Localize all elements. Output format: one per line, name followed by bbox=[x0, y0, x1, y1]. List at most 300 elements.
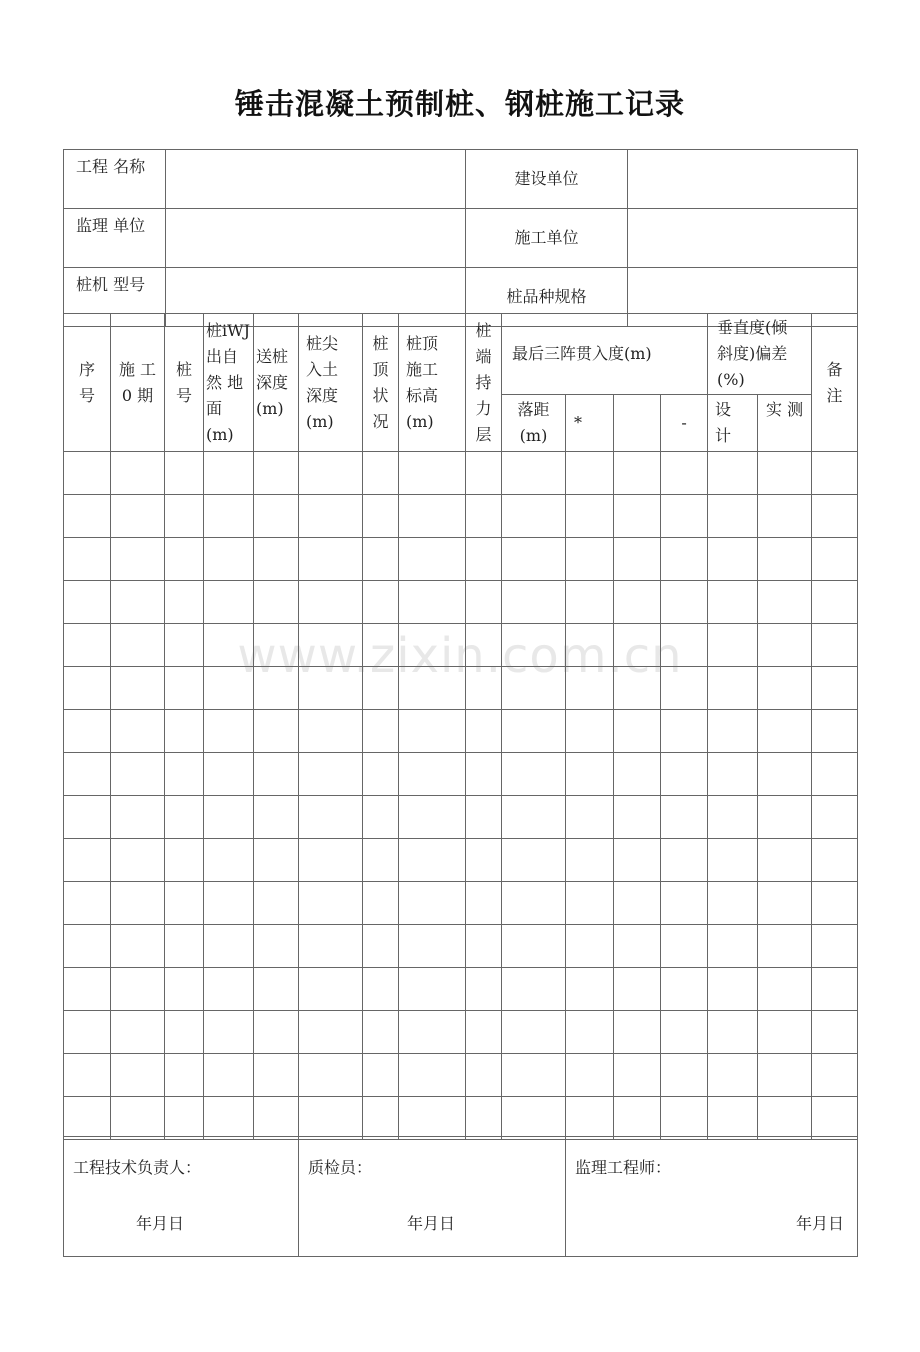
table-cell[interactable] bbox=[363, 538, 399, 581]
header-penetration: 最后三阵贯入度(m) bbox=[502, 314, 708, 395]
table-cell[interactable] bbox=[614, 839, 661, 882]
table-cell[interactable] bbox=[708, 968, 758, 1011]
signature-row bbox=[64, 1137, 858, 1257]
table-cell[interactable] bbox=[614, 452, 661, 495]
table-cell[interactable] bbox=[758, 495, 812, 538]
table-cell[interactable] bbox=[566, 1011, 614, 1054]
header-pile-no: 桩 号 bbox=[165, 314, 204, 452]
table-cell[interactable] bbox=[566, 581, 614, 624]
table-cell[interactable] bbox=[165, 753, 204, 796]
table-cell[interactable] bbox=[64, 1011, 111, 1054]
table-cell[interactable] bbox=[64, 925, 111, 968]
table-cell[interactable] bbox=[466, 925, 502, 968]
table-cell[interactable] bbox=[363, 667, 399, 710]
table-cell-remarks[interactable] bbox=[812, 753, 858, 796]
table-cell[interactable] bbox=[708, 796, 758, 839]
table-cell[interactable] bbox=[758, 839, 812, 882]
header-top-condition: 桩 顶 状 况 bbox=[363, 314, 399, 452]
table-cell[interactable] bbox=[64, 710, 111, 753]
table-cell[interactable] bbox=[661, 968, 708, 1011]
table-cell[interactable] bbox=[466, 495, 502, 538]
table-cell[interactable] bbox=[64, 538, 111, 581]
table-cell[interactable] bbox=[566, 968, 614, 1011]
table-cell[interactable] bbox=[299, 1054, 363, 1097]
table-cell[interactable] bbox=[661, 538, 708, 581]
table-cell[interactable] bbox=[111, 624, 165, 667]
table-cell[interactable] bbox=[614, 624, 661, 667]
table-cell[interactable] bbox=[64, 452, 111, 495]
table-cell[interactable] bbox=[111, 1097, 165, 1140]
table-cell[interactable] bbox=[299, 796, 363, 839]
table-cell-remarks[interactable] bbox=[812, 796, 858, 839]
table-cell[interactable] bbox=[165, 495, 204, 538]
table-cell-remarks[interactable] bbox=[812, 538, 858, 581]
builder-field[interactable] bbox=[628, 150, 858, 209]
header-remarks: 备 注 bbox=[812, 314, 858, 452]
table-cell[interactable] bbox=[614, 882, 661, 925]
table-cell[interactable] bbox=[758, 452, 812, 495]
table-cell[interactable] bbox=[254, 882, 299, 925]
table-cell[interactable] bbox=[661, 796, 708, 839]
table-cell[interactable] bbox=[363, 968, 399, 1011]
table-cell-remarks[interactable] bbox=[812, 1097, 858, 1140]
table-cell[interactable] bbox=[614, 667, 661, 710]
table-cell[interactable] bbox=[502, 882, 566, 925]
table-cell[interactable] bbox=[708, 538, 758, 581]
table-cell[interactable] bbox=[614, 710, 661, 753]
table-cell[interactable] bbox=[254, 925, 299, 968]
table-cell[interactable] bbox=[758, 538, 812, 581]
table-cell[interactable] bbox=[64, 581, 111, 624]
table-cell[interactable] bbox=[614, 796, 661, 839]
table-cell[interactable] bbox=[708, 495, 758, 538]
table-cell[interactable] bbox=[204, 710, 254, 753]
table-cell[interactable] bbox=[165, 624, 204, 667]
table-cell[interactable] bbox=[466, 710, 502, 753]
table-cell[interactable] bbox=[254, 624, 299, 667]
table-cell[interactable] bbox=[111, 1054, 165, 1097]
table-cell[interactable] bbox=[466, 538, 502, 581]
table-cell[interactable] bbox=[566, 796, 614, 839]
table-cell[interactable] bbox=[502, 1054, 566, 1097]
table-cell[interactable] bbox=[165, 452, 204, 495]
table-cell[interactable] bbox=[254, 538, 299, 581]
table-cell[interactable] bbox=[204, 968, 254, 1011]
table-cell[interactable] bbox=[758, 796, 812, 839]
table-cell-remarks[interactable] bbox=[812, 882, 858, 925]
table-cell[interactable] bbox=[502, 925, 566, 968]
header-seq: 序 号 bbox=[64, 314, 111, 452]
table-cell[interactable] bbox=[708, 710, 758, 753]
table-cell[interactable] bbox=[64, 667, 111, 710]
table-cell[interactable] bbox=[466, 796, 502, 839]
table-cell[interactable] bbox=[399, 1054, 466, 1097]
supervisor-unit-field[interactable] bbox=[166, 209, 466, 268]
table-cell[interactable] bbox=[399, 538, 466, 581]
table-cell-remarks[interactable] bbox=[812, 581, 858, 624]
table-cell[interactable] bbox=[502, 753, 566, 796]
table-cell[interactable] bbox=[299, 581, 363, 624]
table-cell[interactable] bbox=[758, 968, 812, 1011]
table-cell[interactable] bbox=[708, 581, 758, 624]
table-cell[interactable] bbox=[64, 753, 111, 796]
table-cell[interactable] bbox=[502, 968, 566, 1011]
table-cell[interactable] bbox=[399, 495, 466, 538]
table-cell[interactable] bbox=[758, 1054, 812, 1097]
table-cell[interactable] bbox=[363, 495, 399, 538]
table-cell[interactable] bbox=[363, 925, 399, 968]
table-cell[interactable] bbox=[111, 968, 165, 1011]
table-cell[interactable] bbox=[204, 839, 254, 882]
table-cell[interactable] bbox=[708, 624, 758, 667]
table-cell[interactable] bbox=[299, 495, 363, 538]
table-cell[interactable] bbox=[204, 882, 254, 925]
table-cell[interactable] bbox=[466, 1097, 502, 1140]
table-cell[interactable] bbox=[363, 839, 399, 882]
table-row bbox=[64, 753, 858, 796]
table-cell-remarks[interactable] bbox=[812, 1054, 858, 1097]
table-cell[interactable] bbox=[363, 1011, 399, 1054]
builder-label: 建设单位 bbox=[466, 150, 628, 209]
table-cell[interactable] bbox=[254, 452, 299, 495]
table-cell[interactable] bbox=[614, 495, 661, 538]
table-row bbox=[64, 796, 858, 839]
table-cell[interactable] bbox=[708, 1054, 758, 1097]
info-row-project bbox=[64, 150, 858, 209]
table-cell[interactable] bbox=[254, 495, 299, 538]
header-top-above-ground: 桩iWJ 出自 然 地 面 (m) bbox=[204, 314, 254, 452]
table-cell[interactable] bbox=[502, 624, 566, 667]
table-cell[interactable] bbox=[614, 581, 661, 624]
table-cell[interactable] bbox=[254, 1011, 299, 1054]
table-cell[interactable] bbox=[299, 925, 363, 968]
construction-unit-label: 施工单位 bbox=[466, 209, 628, 268]
table-cell[interactable] bbox=[708, 667, 758, 710]
table-cell[interactable] bbox=[502, 839, 566, 882]
table-cell[interactable] bbox=[165, 1054, 204, 1097]
table-cell[interactable] bbox=[661, 1097, 708, 1140]
table-cell[interactable] bbox=[111, 796, 165, 839]
table-cell[interactable] bbox=[466, 581, 502, 624]
inspector-date: 年月日 bbox=[407, 1214, 456, 1233]
table-cell[interactable] bbox=[708, 882, 758, 925]
table-cell[interactable] bbox=[299, 882, 363, 925]
table-cell[interactable] bbox=[299, 753, 363, 796]
table-row bbox=[64, 452, 858, 495]
supervisor-unit-label: 监理 单位 bbox=[64, 209, 166, 268]
table-cell[interactable] bbox=[566, 839, 614, 882]
table-cell[interactable] bbox=[363, 710, 399, 753]
table-cell[interactable] bbox=[661, 1054, 708, 1097]
table-cell[interactable] bbox=[466, 882, 502, 925]
table-cell[interactable] bbox=[661, 452, 708, 495]
table-cell[interactable] bbox=[502, 1011, 566, 1054]
table-cell[interactable] bbox=[399, 624, 466, 667]
table-cell[interactable] bbox=[661, 925, 708, 968]
table-cell[interactable] bbox=[708, 452, 758, 495]
table-cell[interactable] bbox=[614, 1011, 661, 1054]
table-cell[interactable] bbox=[502, 667, 566, 710]
table-cell[interactable] bbox=[64, 1097, 111, 1140]
table-row bbox=[64, 925, 858, 968]
table-cell[interactable] bbox=[466, 968, 502, 1011]
table-cell[interactable] bbox=[254, 1097, 299, 1140]
table-cell[interactable] bbox=[111, 753, 165, 796]
table-cell[interactable] bbox=[708, 839, 758, 882]
table-cell[interactable] bbox=[502, 581, 566, 624]
header-sub-star: * bbox=[566, 395, 614, 452]
table-cell[interactable] bbox=[399, 581, 466, 624]
supervisor-engineer-date: 年月日 bbox=[795, 1214, 844, 1233]
table-cell[interactable] bbox=[399, 1011, 466, 1054]
table-cell[interactable] bbox=[204, 1097, 254, 1140]
table-cell[interactable] bbox=[64, 882, 111, 925]
table-cell[interactable] bbox=[399, 925, 466, 968]
table-cell[interactable] bbox=[254, 710, 299, 753]
construction-unit-field[interactable] bbox=[628, 209, 858, 268]
table-cell[interactable] bbox=[111, 1011, 165, 1054]
table-cell[interactable] bbox=[165, 882, 204, 925]
table-row bbox=[64, 1097, 858, 1140]
table-cell[interactable] bbox=[708, 1011, 758, 1054]
table-cell[interactable] bbox=[399, 710, 466, 753]
pile-machine-label: 桩机 型号 bbox=[64, 268, 166, 327]
table-cell[interactable] bbox=[708, 753, 758, 796]
table-cell[interactable] bbox=[466, 667, 502, 710]
table-cell[interactable] bbox=[111, 710, 165, 753]
table-cell[interactable] bbox=[299, 839, 363, 882]
table-cell-remarks[interactable] bbox=[812, 839, 858, 882]
table-cell[interactable] bbox=[299, 667, 363, 710]
header-sub-blank bbox=[614, 395, 661, 452]
table-cell[interactable] bbox=[204, 796, 254, 839]
table-cell[interactable] bbox=[758, 710, 812, 753]
project-name-field[interactable] bbox=[166, 150, 466, 209]
table-cell[interactable] bbox=[64, 1054, 111, 1097]
table-cell[interactable] bbox=[204, 538, 254, 581]
table-cell[interactable] bbox=[254, 839, 299, 882]
header-drop-distance: 落距 (m) bbox=[502, 395, 566, 452]
inspector-cell[interactable] bbox=[299, 1137, 566, 1257]
table-cell[interactable] bbox=[165, 538, 204, 581]
table-cell[interactable] bbox=[64, 624, 111, 667]
table-cell[interactable] bbox=[758, 581, 812, 624]
table-cell[interactable] bbox=[204, 667, 254, 710]
table-cell[interactable] bbox=[299, 1097, 363, 1140]
table-cell[interactable] bbox=[661, 624, 708, 667]
info-row-supervisor bbox=[64, 209, 858, 268]
table-cell[interactable] bbox=[614, 538, 661, 581]
table-cell[interactable] bbox=[165, 968, 204, 1011]
table-cell[interactable] bbox=[165, 710, 204, 753]
pile-type-label: 桩品种规格 bbox=[466, 268, 628, 327]
table-cell[interactable] bbox=[299, 624, 363, 667]
table-cell[interactable] bbox=[204, 753, 254, 796]
table-cell-remarks[interactable] bbox=[812, 710, 858, 753]
table-cell[interactable] bbox=[399, 1097, 466, 1140]
table-row bbox=[64, 968, 858, 1011]
table-cell[interactable] bbox=[363, 1054, 399, 1097]
table-cell-remarks[interactable] bbox=[812, 667, 858, 710]
table-cell[interactable] bbox=[299, 968, 363, 1011]
table-cell[interactable] bbox=[758, 925, 812, 968]
table-cell-remarks[interactable] bbox=[812, 925, 858, 968]
header-measured: 实 测 bbox=[758, 395, 812, 452]
table-cell[interactable] bbox=[363, 581, 399, 624]
table-cell[interactable] bbox=[466, 452, 502, 495]
table-cell[interactable] bbox=[399, 796, 466, 839]
table-cell[interactable] bbox=[254, 968, 299, 1011]
table-cell[interactable] bbox=[363, 753, 399, 796]
table-cell[interactable] bbox=[566, 1054, 614, 1097]
table-cell[interactable] bbox=[502, 538, 566, 581]
table-cell[interactable] bbox=[661, 710, 708, 753]
table-cell[interactable] bbox=[661, 882, 708, 925]
table-row bbox=[64, 624, 858, 667]
table-cell[interactable] bbox=[204, 581, 254, 624]
table-cell[interactable] bbox=[111, 925, 165, 968]
table-cell-remarks[interactable] bbox=[812, 968, 858, 1011]
table-cell[interactable] bbox=[299, 452, 363, 495]
table-cell[interactable] bbox=[614, 968, 661, 1011]
table-cell[interactable] bbox=[566, 495, 614, 538]
table-cell[interactable] bbox=[254, 581, 299, 624]
table-cell[interactable] bbox=[661, 753, 708, 796]
table-cell[interactable] bbox=[466, 1054, 502, 1097]
table-cell[interactable] bbox=[399, 753, 466, 796]
table-cell[interactable] bbox=[758, 667, 812, 710]
table-cell[interactable] bbox=[111, 538, 165, 581]
table-cell[interactable] bbox=[64, 839, 111, 882]
table-cell[interactable] bbox=[64, 495, 111, 538]
table-cell[interactable] bbox=[758, 624, 812, 667]
table-cell[interactable] bbox=[111, 882, 165, 925]
header-date: 施 工 0 期 bbox=[111, 314, 165, 452]
table-cell[interactable] bbox=[299, 538, 363, 581]
table-cell[interactable] bbox=[758, 1097, 812, 1140]
table-cell[interactable] bbox=[111, 581, 165, 624]
table-cell[interactable] bbox=[399, 667, 466, 710]
table-cell[interactable] bbox=[165, 1097, 204, 1140]
table-cell[interactable] bbox=[758, 882, 812, 925]
table-cell[interactable] bbox=[363, 1097, 399, 1140]
table-cell[interactable] bbox=[363, 796, 399, 839]
table-cell[interactable] bbox=[165, 839, 204, 882]
table-cell[interactable] bbox=[566, 452, 614, 495]
table-cell[interactable] bbox=[466, 753, 502, 796]
table-cell[interactable] bbox=[566, 667, 614, 710]
table-cell[interactable] bbox=[502, 495, 566, 538]
table-cell-remarks[interactable] bbox=[812, 452, 858, 495]
table-cell[interactable] bbox=[708, 925, 758, 968]
table-row bbox=[64, 581, 858, 624]
table-cell[interactable] bbox=[614, 1054, 661, 1097]
table-cell[interactable] bbox=[165, 925, 204, 968]
table-cell[interactable] bbox=[502, 710, 566, 753]
table-cell[interactable] bbox=[661, 1011, 708, 1054]
table-cell[interactable] bbox=[204, 452, 254, 495]
table-cell[interactable] bbox=[111, 839, 165, 882]
table-cell[interactable] bbox=[254, 753, 299, 796]
table-row bbox=[64, 839, 858, 882]
table-cell[interactable] bbox=[661, 839, 708, 882]
table-cell[interactable] bbox=[566, 753, 614, 796]
header-bearing-layer: 桩 端 持 力 层 bbox=[466, 314, 502, 452]
table-cell[interactable] bbox=[399, 839, 466, 882]
table-cell[interactable] bbox=[64, 968, 111, 1011]
table-cell[interactable] bbox=[204, 495, 254, 538]
table-cell[interactable] bbox=[614, 925, 661, 968]
table-cell[interactable] bbox=[661, 667, 708, 710]
pile-record-table bbox=[63, 313, 858, 1140]
table-cell[interactable] bbox=[661, 581, 708, 624]
table-cell[interactable] bbox=[254, 667, 299, 710]
table-cell[interactable] bbox=[299, 710, 363, 753]
table-cell[interactable] bbox=[363, 624, 399, 667]
table-cell[interactable] bbox=[566, 538, 614, 581]
table-cell-remarks[interactable] bbox=[812, 1011, 858, 1054]
table-cell[interactable] bbox=[466, 624, 502, 667]
watermark: www.zixin.com.cn bbox=[237, 628, 683, 684]
table-cell[interactable] bbox=[299, 1011, 363, 1054]
table-cell[interactable] bbox=[64, 796, 111, 839]
table-cell[interactable] bbox=[566, 1097, 614, 1140]
table-cell[interactable] bbox=[254, 796, 299, 839]
supervisor-engineer-label: 监理工程师： bbox=[575, 1158, 672, 1177]
table-cell[interactable] bbox=[502, 452, 566, 495]
supervisor-engineer-cell[interactable] bbox=[566, 1137, 858, 1257]
table-cell[interactable] bbox=[165, 667, 204, 710]
table-cell[interactable] bbox=[708, 1097, 758, 1140]
table-cell[interactable] bbox=[502, 1097, 566, 1140]
table-cell[interactable] bbox=[204, 1054, 254, 1097]
table-cell[interactable] bbox=[165, 1011, 204, 1054]
table-cell-remarks[interactable] bbox=[812, 624, 858, 667]
table-cell[interactable] bbox=[363, 452, 399, 495]
table-cell[interactable] bbox=[363, 882, 399, 925]
table-cell[interactable] bbox=[204, 1011, 254, 1054]
table-cell[interactable] bbox=[165, 796, 204, 839]
table-cell[interactable] bbox=[758, 1011, 812, 1054]
table-cell[interactable] bbox=[661, 495, 708, 538]
table-cell[interactable] bbox=[399, 968, 466, 1011]
project-name-label: 工程 名称 bbox=[64, 150, 166, 209]
table-cell[interactable] bbox=[614, 753, 661, 796]
table-cell[interactable] bbox=[111, 452, 165, 495]
table-cell[interactable] bbox=[165, 581, 204, 624]
table-cell[interactable] bbox=[466, 839, 502, 882]
table-cell[interactable] bbox=[758, 753, 812, 796]
table-cell[interactable] bbox=[502, 796, 566, 839]
table-cell[interactable] bbox=[111, 667, 165, 710]
table-cell[interactable] bbox=[399, 882, 466, 925]
table-cell[interactable] bbox=[566, 710, 614, 753]
table-cell[interactable] bbox=[466, 1011, 502, 1054]
table-cell[interactable] bbox=[614, 1097, 661, 1140]
table-cell[interactable] bbox=[566, 925, 614, 968]
table-cell[interactable] bbox=[566, 624, 614, 667]
table-cell[interactable] bbox=[111, 495, 165, 538]
table-cell[interactable] bbox=[254, 1054, 299, 1097]
table-cell-remarks[interactable] bbox=[812, 495, 858, 538]
tech-lead-cell[interactable] bbox=[64, 1137, 299, 1257]
table-row bbox=[64, 538, 858, 581]
table-cell[interactable] bbox=[204, 624, 254, 667]
table-cell[interactable] bbox=[399, 452, 466, 495]
header-row-1 bbox=[64, 314, 858, 395]
table-cell[interactable] bbox=[204, 925, 254, 968]
table-cell[interactable] bbox=[566, 882, 614, 925]
